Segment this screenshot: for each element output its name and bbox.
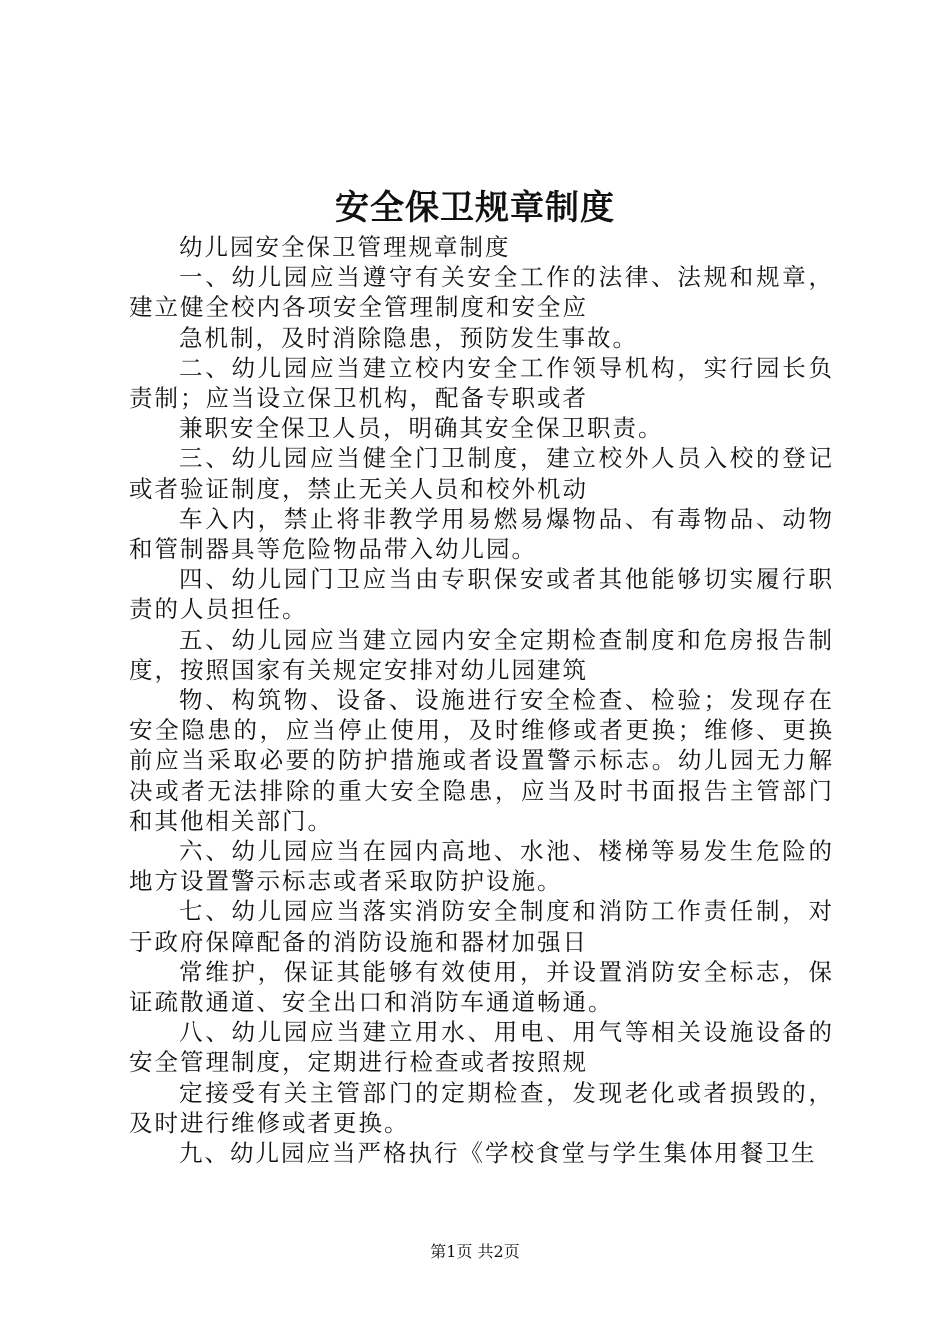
paragraph-line: 前应当采取必要的防护措施或者设置警示标志。幼儿园无力解 (129, 746, 834, 775)
paragraph-line: 于政府保障配备的消防设施和器材加强日 (129, 927, 588, 956)
paragraph-line: 二、幼儿园应当建立校内安全工作领导机构，实行园长负 (179, 353, 834, 382)
paragraph-line: 常维护，保证其能够有效使用，并设置消防安全标志，保 (179, 957, 834, 986)
paragraph-line: 兼职安全保卫人员，明确其安全保卫职责。 (179, 414, 664, 443)
paragraph (129, 564, 834, 624)
paragraph-line: 五、幼儿园应当建立园内安全定期检查制度和危房报告制 (179, 625, 834, 654)
paragraph-line: 或者验证制度，禁止无关人员和校外机动 (129, 474, 588, 503)
paragraph-line: 责的人员担任。 (129, 595, 308, 624)
paragraph (129, 413, 834, 443)
paragraph-line: 和其他相关部门。 (129, 806, 333, 835)
paragraph (129, 504, 834, 564)
paragraph-line: 九、幼儿园应当严格执行《学校食堂与学生集体用餐卫生 (179, 1139, 817, 1168)
paragraph-line: 度，按照国家有关规定安排对幼儿园建筑 (129, 655, 588, 684)
paragraph-line: 八、幼儿园应当建立用水、用电、用气等相关设施设备的 (179, 1018, 834, 1047)
paragraph (129, 262, 834, 322)
paragraph-line: 定接受有关主管部门的定期检查，发现老化或者损毁的， (179, 1078, 834, 1107)
paragraph-line: 六、幼儿园应当在园内高地、水池、楼梯等易发生危险的 (179, 837, 834, 866)
paragraph-line: 车入内，禁止将非教学用易燃易爆物品、有毒物品、动物 (179, 504, 834, 533)
paragraph-line: 七、幼儿园应当落实消防安全制度和消防工作责任制，对 (179, 897, 834, 926)
paragraph (129, 836, 834, 896)
paragraph (129, 443, 834, 503)
paragraph (129, 353, 834, 413)
paragraph-line: 及时进行维修或者更换。 (129, 1108, 410, 1137)
paragraph (129, 957, 834, 1017)
page-footer: 第1页 共2页 (430, 1242, 520, 1261)
paragraph-line: 急机制，及时消除隐患，预防发生事故。 (179, 323, 638, 352)
paragraph (129, 232, 834, 262)
paragraph-line: 建立健全校内各项安全管理制度和安全应 (129, 293, 588, 322)
paragraph-line: 地方设置警示标志或者采取防护设施。 (129, 867, 563, 896)
paragraph-line: 一、幼儿园应当遵守有关安全工作的法律、法规和规章， (179, 263, 834, 292)
paragraph (129, 1017, 834, 1077)
paragraph-line: 安全隐患的，应当停止使用，及时维修或者更换；维修、更换 (129, 716, 834, 745)
paragraph-line: 安全管理制度，定期进行检查或者按照规 (129, 1048, 588, 1077)
paragraph (129, 323, 834, 353)
paragraph (129, 685, 834, 836)
paragraph-line: 四、幼儿园门卫应当由专职保安或者其他能够切实履行职 (179, 565, 834, 594)
paragraph (129, 1138, 834, 1168)
paragraph-line: 物、构筑物、设备、设施进行安全检查、检验；发现存在 (179, 686, 834, 715)
paragraph-line: 三、幼儿园应当健全门卫制度，建立校外人员入校的登记 (179, 444, 834, 473)
paragraph-line: 证疏散通道、安全出口和消防车通道畅通。 (129, 988, 614, 1017)
paragraph (129, 625, 834, 685)
paragraph-line: 幼儿园安全保卫管理规章制度 (179, 233, 511, 261)
paragraph (129, 896, 834, 956)
document-title: 安全保卫规章制度 (335, 188, 615, 228)
paragraph-line: 和管制器具等危险物品带入幼儿园。 (129, 535, 537, 564)
paragraph-line: 决或者无法排除的重大安全隐患，应当及时书面报告主管部门 (129, 776, 834, 805)
paragraph (129, 1078, 834, 1138)
paragraph-line: 责制；应当设立保卫机构，配备专职或者 (129, 384, 588, 413)
document-body (129, 232, 834, 1168)
